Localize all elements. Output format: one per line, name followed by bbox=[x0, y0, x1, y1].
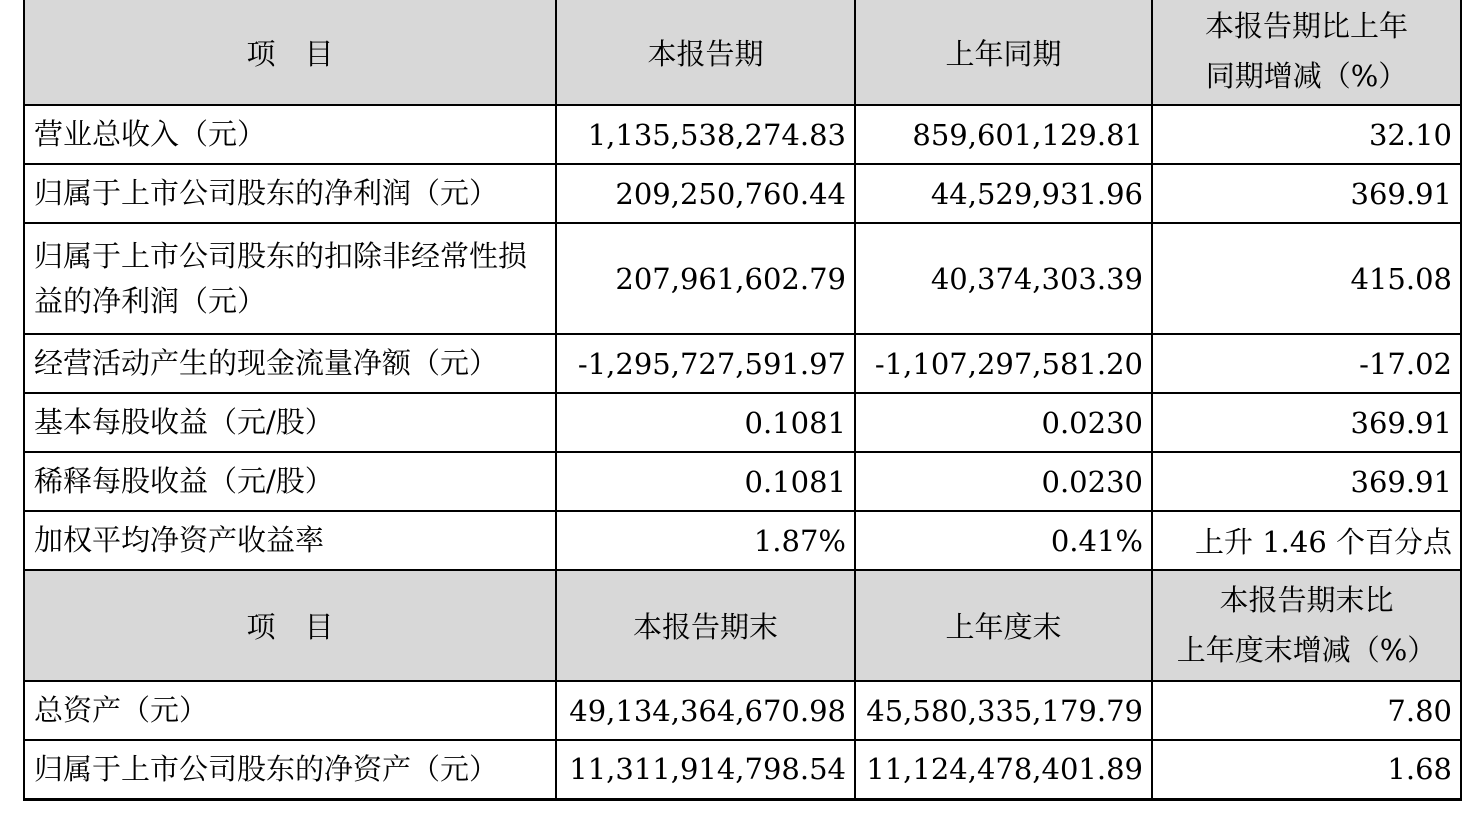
current-period-value: -1,295,727,591.97 bbox=[556, 334, 855, 393]
section1-header-row bbox=[24, 0, 1461, 105]
prior-period-value: 859,601,129.81 bbox=[855, 105, 1152, 164]
table-row-net-assets bbox=[24, 740, 1461, 799]
current-period-value: 0.1081 bbox=[556, 393, 855, 452]
row-label: 总资产（元） bbox=[24, 681, 556, 740]
current-period-value: 11,311,914,798.54 bbox=[556, 740, 855, 799]
prior-period-value: -1,107,297,581.20 bbox=[855, 334, 1152, 393]
column-header-item: 项 目 bbox=[24, 0, 556, 105]
table-row-total-assets bbox=[24, 681, 1461, 740]
row-label: 基本每股收益（元/股） bbox=[24, 393, 556, 452]
table-row-total-revenue bbox=[24, 105, 1461, 164]
column-header-prior-period: 上年同期 bbox=[855, 0, 1152, 105]
financial-summary-table bbox=[23, 0, 1462, 801]
row-label: 经营活动产生的现金流量净额（元） bbox=[24, 334, 556, 393]
prior-period-value: 40,374,303.39 bbox=[855, 223, 1152, 334]
change-value: 369.91 bbox=[1152, 393, 1461, 452]
row-label: 归属于上市公司股东的扣除非经常性损益的净利润（元） bbox=[24, 223, 556, 334]
column-header-prior-year-end: 上年度末 bbox=[855, 570, 1152, 681]
table-row-weighted-avg-roe bbox=[24, 511, 1461, 570]
prior-period-value: 0.41% bbox=[855, 511, 1152, 570]
current-period-value: 209,250,760.44 bbox=[556, 164, 855, 223]
column-header-change bbox=[1152, 0, 1461, 105]
change-value: 32.10 bbox=[1152, 105, 1461, 164]
column-header-change-line2: 上年度末增减（%） bbox=[1176, 632, 1437, 667]
change-value: 1.68 bbox=[1152, 740, 1461, 799]
row-label: 归属于上市公司股东的净资产（元） bbox=[24, 740, 556, 799]
current-period-value: 0.1081 bbox=[556, 452, 855, 511]
column-header-change bbox=[1152, 570, 1461, 681]
prior-period-value: 44,529,931.96 bbox=[855, 164, 1152, 223]
current-period-value: 1,135,538,274.83 bbox=[556, 105, 855, 164]
column-header-item: 项 目 bbox=[24, 570, 556, 681]
change-value: 7.80 bbox=[1152, 681, 1461, 740]
column-header-change-line1: 本报告期末比 bbox=[1219, 582, 1394, 617]
table-row-operating-cash-flow bbox=[24, 334, 1461, 393]
prior-period-value: 0.0230 bbox=[855, 393, 1152, 452]
column-header-change-line2: 同期增减（%） bbox=[1205, 59, 1408, 93]
column-header-current-period-end: 本报告期末 bbox=[556, 570, 855, 681]
column-header-change-line1: 本报告期比上年 bbox=[1204, 9, 1408, 44]
row-label: 归属于上市公司股东的净利润（元） bbox=[24, 164, 556, 223]
row-label: 稀释每股收益（元/股） bbox=[24, 452, 556, 511]
change-value: 上升 1.46 个百分点 bbox=[1152, 511, 1461, 570]
prior-period-value: 0.0230 bbox=[855, 452, 1152, 511]
current-period-value: 1.87% bbox=[556, 511, 855, 570]
table-row-basic-eps bbox=[24, 393, 1461, 452]
table-row-net-profit-excl-nonrecurring bbox=[24, 223, 1461, 334]
prior-period-value: 45,580,335,179.79 bbox=[855, 681, 1152, 740]
row-label: 加权平均净资产收益率 bbox=[24, 511, 556, 570]
row-label: 营业总收入（元） bbox=[24, 105, 556, 164]
current-period-value: 207,961,602.79 bbox=[556, 223, 855, 334]
current-period-value: 49,134,364,670.98 bbox=[556, 681, 855, 740]
change-value: -17.02 bbox=[1152, 334, 1461, 393]
change-value: 369.91 bbox=[1152, 452, 1461, 511]
prior-period-value: 11,124,478,401.89 bbox=[855, 740, 1152, 799]
change-value: 415.08 bbox=[1152, 223, 1461, 334]
column-header-current-period: 本报告期 bbox=[556, 0, 855, 105]
section2-header-row bbox=[24, 570, 1461, 681]
table-row-diluted-eps bbox=[24, 452, 1461, 511]
table-row-net-profit bbox=[24, 164, 1461, 223]
change-value: 369.91 bbox=[1152, 164, 1461, 223]
